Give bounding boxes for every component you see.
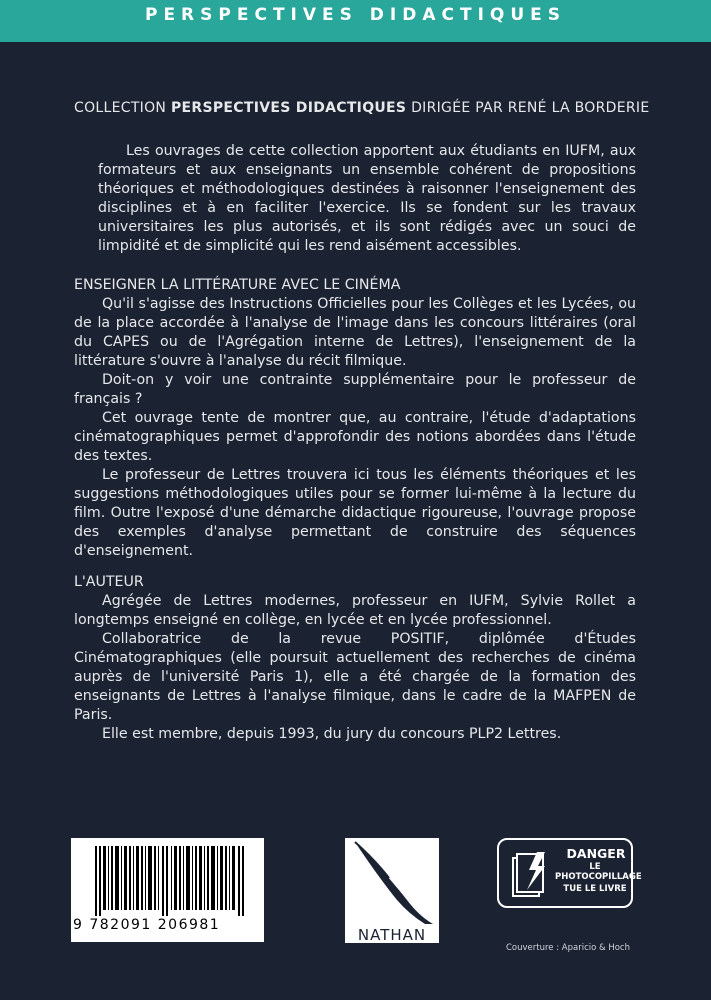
author-paragraph: Elle est membre, depuis 1993, du jury du concours PLP2 Lettres.	[102, 726, 562, 742]
cover-credit: Couverture : Aparicio & Hoch	[506, 943, 630, 953]
collection-line	[74, 100, 650, 116]
intro-paragraph: Les ouvrages de cette collection apportent aux étudiants en IUFM, aux formateurs et aux enseignants un ensemble cohérent de propositions théoriques et méthodologiques destinées à raisonner l'enseignement des disciplines et à en faciliter l'exercice. Ils se fondent sur les travaux universitaires les plus autorisés, et ils sont rédigés avec un souci de limpidité et de simplicité qui les rend aisément accessibles.	[98, 143, 636, 254]
book-lightning-icon	[511, 850, 551, 898]
photocopy-warning	[497, 838, 642, 908]
author-paragraph: Collaboratrice de la revue POSITIF, diplômée d'Études Cinématographiques (elle poursuit actuellement des recherches de cinéma auprès de l'université Paris 1), elle a été chargée de la formation des enseignants de Lettres à l'analyse filmique, dans le cadre de la MAFPEN de Paris.	[74, 631, 636, 723]
book-paragraph: Doit-on y voir une contrainte supplémentaire pour le professeur de français ?	[74, 372, 636, 407]
publisher-logo	[345, 838, 439, 943]
isbn-number: 9 782091 206981	[73, 917, 221, 933]
danger-title: DANGER	[566, 846, 626, 861]
author-heading: L'AUTEUR	[74, 574, 144, 590]
book-paragraph: Qu'il s'agisse des Instructions Officielles pour les Collèges et les Lycées, ou de la place accordée à l'analyse de l'image dans les concours littéraires (oral du CAPES ou de l'Agrégation interne de Lettres), l'enseignement de la littérature s'ouvre à l'analyse du récit filmique.	[74, 296, 636, 369]
publisher-name: NATHAN	[357, 926, 427, 944]
isbn-barcode	[71, 838, 264, 942]
barcode-bars	[95, 846, 245, 916]
book-paragraph: Cet ouvrage tente de montrer que, au contraire, l'étude d'adaptations cinématographiques permet d'approfondir des notions abordées dans l'étude des textes.	[74, 410, 636, 464]
collection-name: PERSPECTIVES DIDACTIQUES	[170, 100, 407, 116]
warning-line: LE	[589, 862, 601, 872]
section-gap	[74, 561, 636, 573]
book-title: ENSEIGNER LA LITTÉRATURE AVEC LE CINÉMA	[74, 277, 401, 293]
book-paragraph: Le professeur de Lettres trouvera ici tous les éléments théoriques et les suggestions méthodologiques utiles pour se former lui-même à la lecture du film. Outre l'exposé d'une démarche didactique rigoureuse, l'ouvrage propose des exemples d'analyse permettant de construire des séquences d'enseignement.	[74, 467, 636, 559]
collection-director: DIRIGÉE PAR RENÉ LA BORDERIE	[411, 100, 650, 116]
author-paragraph: Agrégée de Lettres modernes, professeur en IUFM, Sylvie Rollet a longtemps enseigné en collège, en lycée et en lycée professionnel.	[74, 593, 636, 628]
warning-line: PHOTOCOPILLAGE	[555, 872, 642, 882]
warning-line: TUE LE LIVRE	[563, 884, 627, 894]
nathan-n-icon	[345, 838, 439, 926]
back-cover-text	[74, 100, 650, 744]
collection-prefix: COLLECTION	[74, 100, 167, 116]
series-title: PERSPECTIVES DIDACTIQUES	[144, 5, 567, 25]
